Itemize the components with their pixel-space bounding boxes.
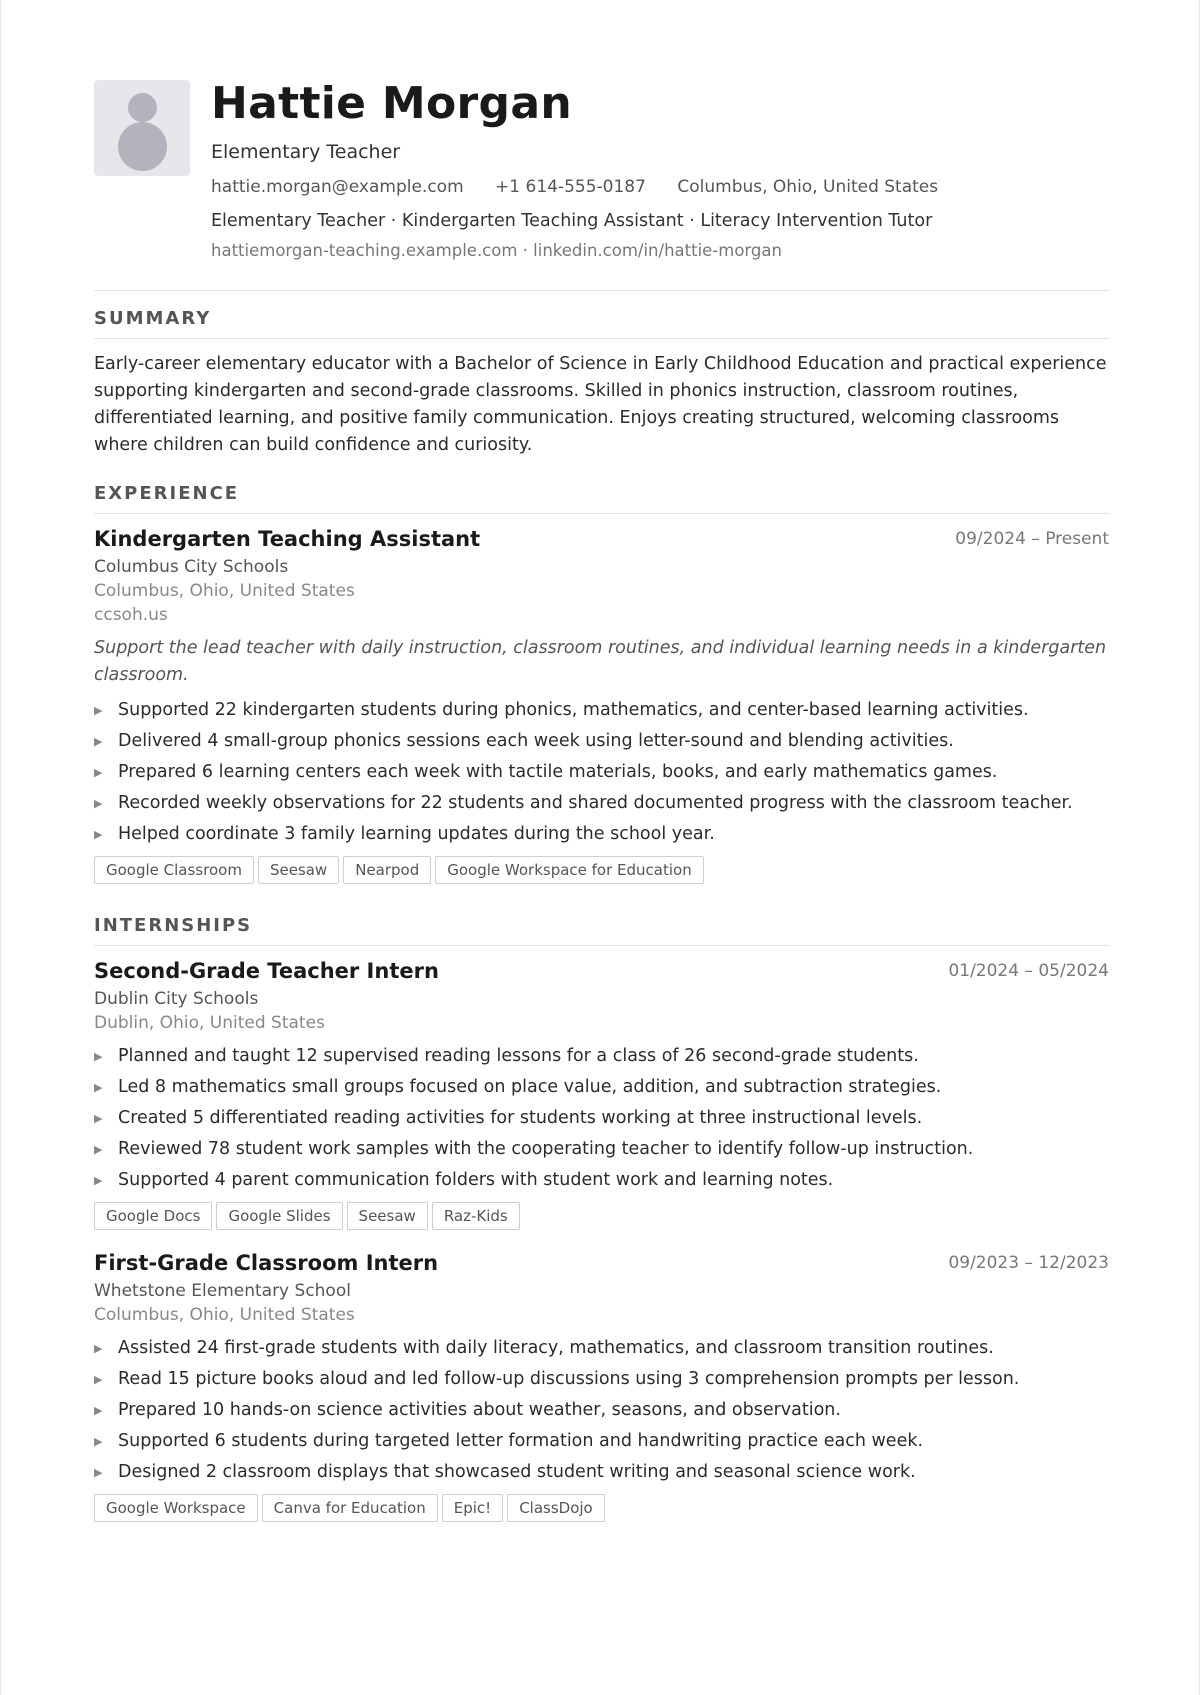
summary-section (94, 308, 1109, 459)
job-date: 01/2024 – 05/2024 (948, 961, 1109, 981)
contact-line (211, 176, 1109, 198)
job-title: First-Grade Classroom Intern (94, 1251, 439, 1275)
experience-section (94, 483, 1109, 884)
skill-tags (94, 1202, 1109, 1230)
skill-tag: Google Classroom (94, 856, 254, 884)
summary-text: Early-career elementary educator with a Bachelor of Science in Early Childhood Education and practical experience supporting kindergarten and second-grade classrooms. Skilled in phonics instruction, classroom routines, differentiated learning, and positive family communication. Enjoys creating structured, welcoming classrooms where children can build confidence and curiosity. (94, 354, 1107, 455)
bullet-text: Read 15 picture books aloud and led follow-up discussions using 3 comprehension prompts per lesson. (118, 1369, 1020, 1389)
skill-tag: Google Docs (94, 1202, 212, 1230)
resume-header (94, 80, 1109, 290)
skill-tag: Raz-Kids (432, 1202, 520, 1230)
company: Whetstone Elementary School (94, 1281, 351, 1301)
bullet-arrow-icon: ▶ (94, 1342, 103, 1355)
bullet-text: Supported 4 parent communication folders with student work and learning notes. (118, 1170, 834, 1190)
bullet-item (94, 1364, 1109, 1395)
skill-tag: Seesaw (258, 856, 339, 884)
bullet-item (94, 757, 1109, 788)
job-entry (94, 526, 1109, 884)
section-title-experience: EXPERIENCE (94, 483, 1109, 514)
skill-tags (94, 1494, 1109, 1522)
bullet-text: Designed 2 classroom displays that showcased student writing and seasonal science work. (118, 1462, 916, 1482)
job-title: Second-Grade Teacher Intern (94, 959, 439, 983)
bullet-item (94, 1395, 1109, 1426)
phone[interactable]: +1 614-555-0187 (495, 177, 646, 197)
job-location: Columbus, Ohio, United States (94, 1305, 355, 1325)
links-line[interactable]: hattiemorgan-teaching.example.com · linkedin.com/in/hattie-morgan (211, 241, 782, 260)
skill-tag: Epic! (442, 1494, 503, 1522)
section-title-internships: INTERNSHIPS (94, 915, 1109, 946)
skill-tags (94, 856, 1109, 884)
job-location: Dublin, Ohio, United States (94, 1013, 325, 1033)
bullet-arrow-icon: ▶ (94, 797, 103, 810)
bullet-arrow-icon: ▶ (94, 704, 103, 717)
avatar-head-shape (128, 93, 157, 122)
bullet-item (94, 1103, 1109, 1134)
bullet-item (94, 1426, 1109, 1457)
bullet-text: Supported 22 kindergarten students during phonics, mathematics, and center-based learning activities. (118, 700, 1029, 720)
bullet-text: Assisted 24 first-grade students with daily literacy, mathematics, and classroom transition routines. (118, 1338, 994, 1358)
candidate-headline: Elementary Teacher (211, 141, 401, 163)
internship-entry (94, 1250, 1109, 1522)
bullet-item (94, 1072, 1109, 1103)
skill-tag: Canva for Education (262, 1494, 438, 1522)
resume-content (94, 78, 1109, 1517)
candidate-name: Hattie Morgan (211, 78, 572, 129)
bullet-text: Created 5 differentiated reading activities for students working at three instructional levels. (118, 1108, 923, 1128)
bullet-text: Led 8 mathematics small groups focused on place value, addition, and subtraction strategies. (118, 1077, 942, 1097)
bullet-text: Helped coordinate 3 family learning updates during the school year. (118, 824, 715, 844)
bullet-arrow-icon: ▶ (94, 1466, 103, 1479)
job-date: 09/2024 – Present (955, 529, 1109, 549)
bullet-item (94, 1165, 1109, 1196)
bullet-item (94, 695, 1109, 726)
skill-tag: Seesaw (347, 1202, 428, 1230)
roles-line: Elementary Teacher · Kindergarten Teaching Assistant · Literacy Intervention Tutor (211, 211, 933, 231)
bullet-item (94, 1134, 1109, 1165)
bullet-text: Prepared 6 learning centers each week with tactile materials, books, and early mathematics games. (118, 762, 998, 782)
job-location: Columbus, Ohio, United States (94, 581, 355, 601)
company-url[interactable]: ccsoh.us (94, 605, 168, 625)
job-title: Kindergarten Teaching Assistant (94, 527, 481, 551)
bullet-text: Supported 6 students during targeted letter formation and handwriting practice each week. (118, 1431, 924, 1451)
bullet-text: Prepared 10 hands-on science activities about weather, seasons, and observation. (118, 1400, 841, 1420)
bullet-arrow-icon: ▶ (94, 1435, 103, 1448)
email[interactable]: hattie.morgan@example.com (211, 177, 464, 197)
bullet-item (94, 1333, 1109, 1364)
bullet-item (94, 1041, 1109, 1072)
bullet-item (94, 819, 1109, 850)
bullet-text: Delivered 4 small-group phonics sessions each week using letter-sound and blending activities. (118, 731, 954, 751)
bullet-arrow-icon: ▶ (94, 766, 103, 779)
location: Columbus, Ohio, United States (677, 177, 939, 197)
bullet-arrow-icon: ▶ (94, 1143, 103, 1156)
internship-entry (94, 958, 1109, 1230)
job-bullets (94, 1041, 1109, 1196)
avatar (94, 80, 190, 176)
job-description: Support the lead teacher with daily instruction, classroom routines, and individual learning needs in a kindergarten classroom. (94, 638, 1107, 685)
job-bullets (94, 695, 1109, 850)
bullet-text: Reviewed 78 student work samples with the cooperating teacher to identify follow-up instruction. (118, 1139, 974, 1159)
internships-section (94, 915, 1109, 1522)
bullet-arrow-icon: ▶ (94, 1050, 103, 1063)
job-bullets (94, 1333, 1109, 1488)
skill-tag: Google Workspace for Education (435, 856, 704, 884)
avatar-body-shape (118, 122, 167, 171)
bullet-text: Planned and taught 12 supervised reading lessons for a class of 26 second-grade students. (118, 1046, 919, 1066)
bullet-arrow-icon: ▶ (94, 1081, 103, 1094)
bullet-arrow-icon: ▶ (94, 1112, 103, 1125)
skill-tag: Google Workspace (94, 1494, 258, 1522)
section-title-summary: SUMMARY (94, 308, 1109, 339)
skill-tag: Google Slides (216, 1202, 342, 1230)
bullet-arrow-icon: ▶ (94, 1373, 103, 1386)
bullet-item (94, 726, 1109, 757)
bullet-text: Recorded weekly observations for 22 students and shared documented progress with the classroom teacher. (118, 793, 1073, 813)
bullet-arrow-icon: ▶ (94, 828, 103, 841)
bullet-item (94, 788, 1109, 819)
skill-tag: Nearpod (343, 856, 431, 884)
header-divider (94, 290, 1109, 291)
bullet-arrow-icon: ▶ (94, 1174, 103, 1187)
bullet-arrow-icon: ▶ (94, 735, 103, 748)
skill-tag: ClassDojo (507, 1494, 605, 1522)
job-date: 09/2023 – 12/2023 (948, 1253, 1109, 1273)
company: Columbus City Schools (94, 557, 289, 577)
company: Dublin City Schools (94, 989, 259, 1009)
bullet-arrow-icon: ▶ (94, 1404, 103, 1417)
bullet-item (94, 1457, 1109, 1488)
header-info (211, 80, 1109, 262)
